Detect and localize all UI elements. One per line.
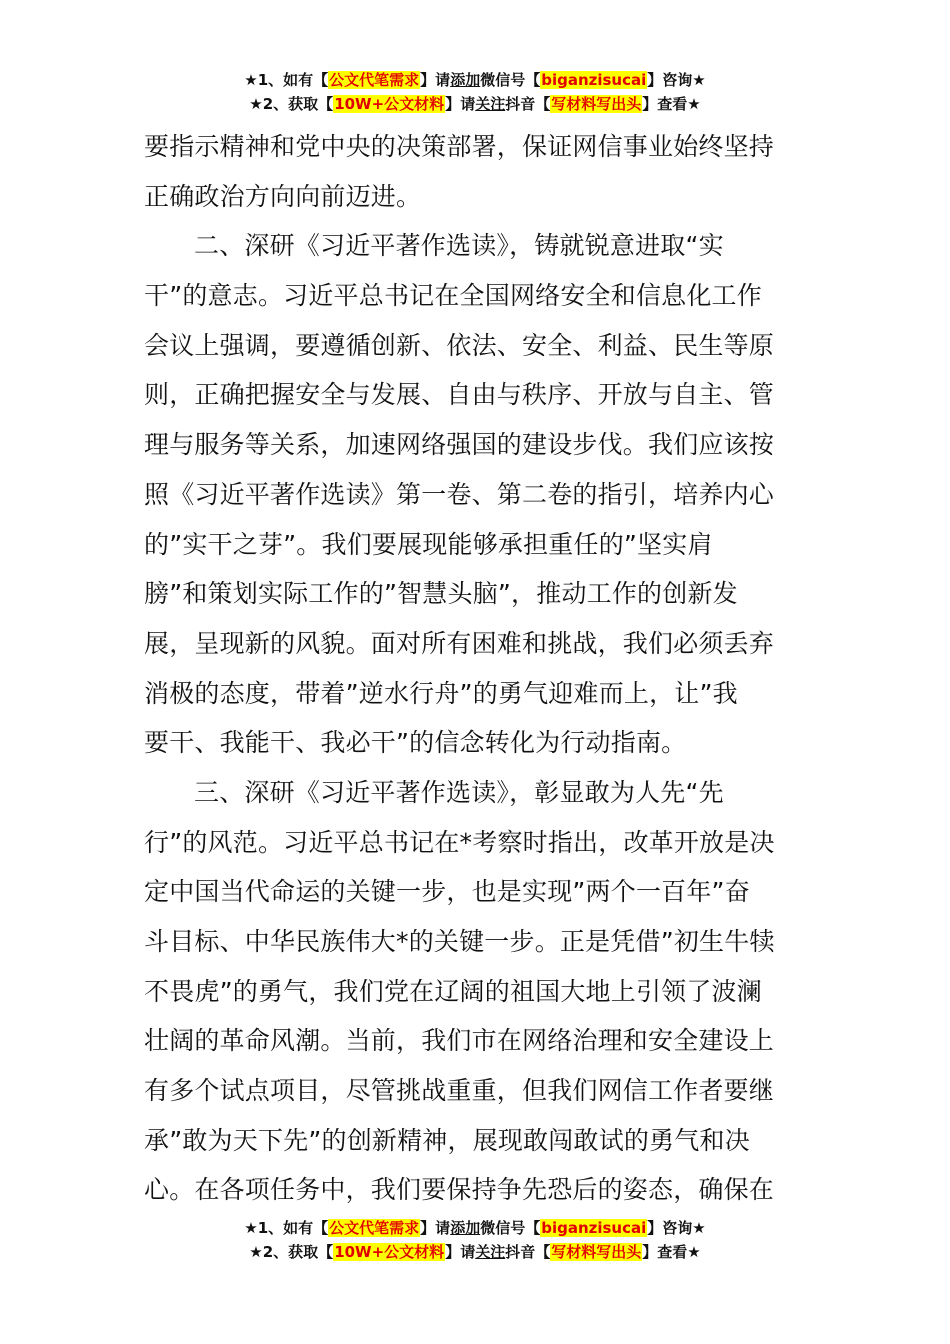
text-line: 有多个试点项目，尽管挑战重重，但我们网信工作者要继 (144, 1076, 775, 1106)
highlight-douyin: 写材料写出头 (551, 1243, 642, 1261)
text-line: 干”的意志。习近平总书记在全国网络安全和信息化工作 (144, 281, 762, 311)
text-line: 不畏虎”的勇气，我们党在辽阔的祖国大地上引领了波澜 (144, 976, 762, 1006)
text-line: 照《习近平著作选读》第一卷、第二卷的指引，培养内心 (144, 479, 775, 509)
text-line: 壮阔的革命风潮。当前，我们市在网络治理和安全建设上 (144, 1026, 775, 1056)
highlight-materials: 10W+公文材料 (334, 95, 445, 113)
text-line: 斗目标、中华民族伟大*的关键一步。正是凭借”初生牛犊 (144, 927, 775, 956)
section-heading-line: 二、深研《习近平著作选读》，铸就锐意进取“实 (194, 231, 724, 261)
text-line: 的”实干之芽”。我们要展现能够承担重任的”坚实肩 (144, 529, 713, 559)
footer-banner (0, 1216, 950, 1264)
highlight-service: 公文代笔需求 (329, 1219, 420, 1237)
section-heading-line: 三、深研《习近平著作选读》，彰显敢为人先“先 (194, 777, 724, 807)
banner-line-2: ★2、获取【10W+公文材料】请关注抖音【写材料写出头】查看★ (249, 95, 701, 113)
text-line: 正确政治方向向前迈进。 (144, 181, 422, 211)
text-line: 展，呈现新的风貌。面对所有困难和挑战，我们必须丢弃 (144, 628, 775, 658)
header-banner (0, 68, 950, 116)
text-line: 会议上强调，要遵循创新、依法、安全、利益、民生等原 (144, 330, 775, 360)
text-line: 膀”和策划实际工作的”智慧头脑”，推动工作的创新发 (144, 579, 738, 609)
text-line: 要指示精神和党中央的决策部署，保证网信事业始终坚持 (144, 132, 775, 161)
banner-line-1: ★1、如有【公文代笔需求】请添加微信号【biganzisucai】咨询★ (244, 71, 706, 89)
text-line: 心。在各项任务中，我们要保持争先恐后的姿态，确保在 (144, 1175, 775, 1205)
highlight-service: 公文代笔需求 (329, 71, 420, 89)
banner-line-2: ★2、获取【10W+公文材料】请关注抖音【写材料写出头】查看★ (249, 1243, 701, 1261)
text-line: 理与服务等关系，加速网络强国的建设步伐。我们应该按 (144, 430, 775, 460)
text-line: 要干、我能干、我必干”的信念转化为行动指南。 (144, 728, 687, 758)
text-line: 定中国当代命运的关键一步，也是实现”两个一百年”奋 (144, 877, 750, 907)
banner-line-1: ★1、如有【公文代笔需求】请添加微信号【biganzisucai】咨询★ (244, 1219, 706, 1237)
highlight-douyin: 写材料写出头 (551, 95, 642, 113)
highlight-wechat-id: biganzisucai (541, 71, 647, 89)
text-line: 行”的风范。习近平总书记在*考察时指出，改革开放是决 (144, 827, 775, 857)
document-body (144, 122, 806, 1215)
text-line: 则，正确把握安全与发展、自由与秩序、开放与自主、管 (144, 380, 775, 410)
highlight-materials: 10W+公文材料 (334, 1243, 445, 1261)
text-line: 消极的态度，带着”逆水行舟”的勇气迎难而上，让”我 (144, 678, 738, 708)
text-line: 承”敢为天下先”的创新精神，展现敢闯敢试的勇气和决 (144, 1125, 750, 1155)
highlight-wechat-id: biganzisucai (541, 1219, 647, 1237)
